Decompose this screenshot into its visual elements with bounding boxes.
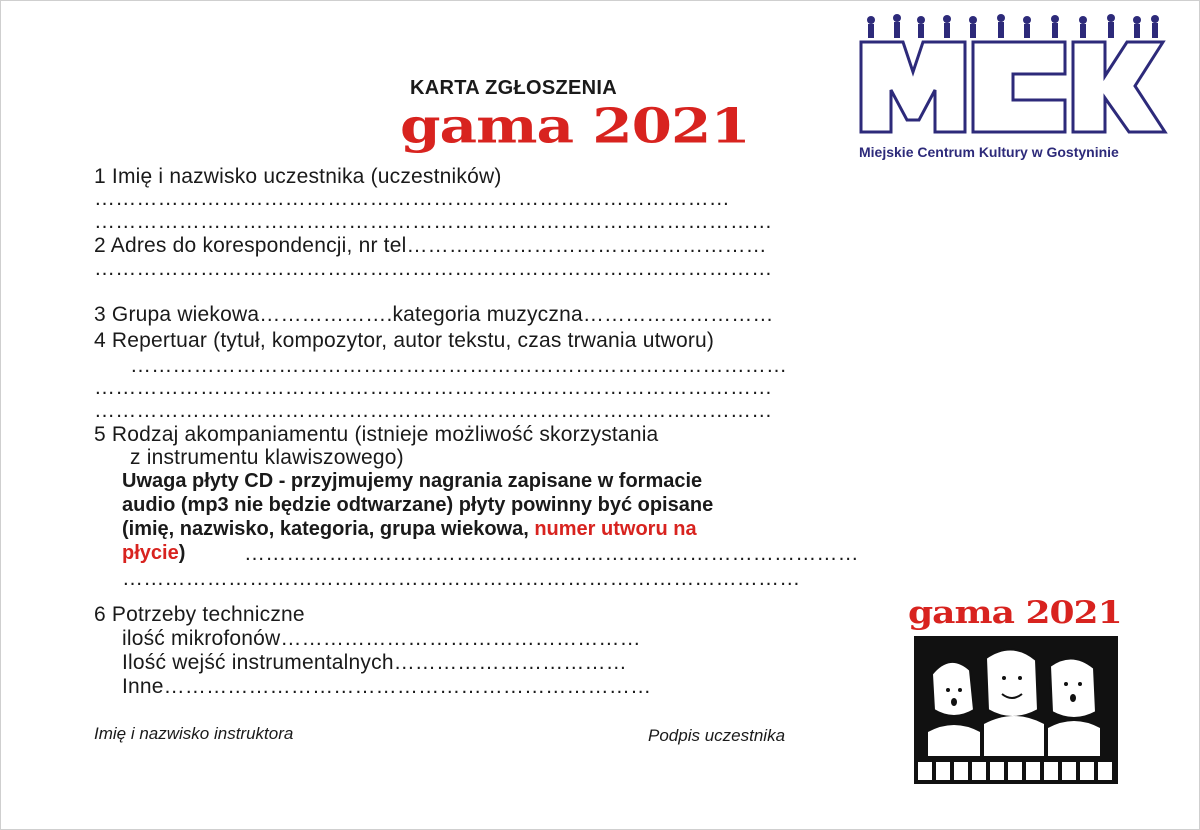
q4-dots-3: …………………………………………………………………………………… <box>94 399 773 422</box>
q3-label: 3 Grupa wiekowa……………….kategoria muzyczna……………………… <box>94 303 774 326</box>
q4-label: 4 Repertuar (tytuł, kompozytor, autor tekstu, czas trwania utworu) <box>94 329 715 352</box>
cd-note-4-text: ) <box>178 542 186 564</box>
mck-logo <box>855 10 1175 170</box>
logo-subtitle: Miejskie Centrum Kultury w Gostyninie <box>859 144 1119 160</box>
cd-note-3-text: (imię, nazwisko, kategoria, grupa wiekowa, <box>122 518 535 540</box>
q1-dots-1: ……………………………………………………………………………… <box>94 187 730 210</box>
q5-label-cont: z instrumentu klawiszowego) <box>130 446 404 469</box>
poster-brand: gama 2021 <box>908 595 1122 631</box>
q5-dots-2: …………………………………………………………………………………… <box>122 567 801 590</box>
q1-label: 1 Imię i nazwisko uczestnika (uczestników) <box>94 165 502 188</box>
cd-note-4-highlight: płycie <box>122 542 179 564</box>
q6-label: 6 Potrzeby techniczne <box>94 603 305 626</box>
cd-note-1: Uwaga płyty CD - przyjmujemy nagrania zapisane w formacie <box>122 470 703 492</box>
q2-label: 2 Adres do korespondencji, nr tel…………………………………………… <box>94 234 767 257</box>
mck-logo-graphic <box>855 10 1175 135</box>
singers-illustration <box>914 636 1118 784</box>
cd-note-2: audio (mp3 nie będzie odtwarzane) płyty powinny być opisane <box>122 494 714 516</box>
cd-note-3 <box>122 518 697 541</box>
form-title: KARTA ZGŁOSZENIA <box>410 77 618 99</box>
singers-image <box>914 636 1118 784</box>
instructor-name-label: Imię i nazwisko instruktora <box>94 724 294 743</box>
q6-mics: ilość mikrofonów…………………………………………… <box>122 627 641 650</box>
q5-label: 5 Rodzaj akompaniamentu (istnieje możliwość skorzystania <box>94 423 659 446</box>
q4-dots-1: ………………………………………………………………………………… <box>130 354 788 377</box>
q4-dots-2: …………………………………………………………………………………… <box>94 376 773 399</box>
q6-other: Inne…………………………………………………………… <box>122 675 652 698</box>
participant-signature-label: Podpis uczestnika <box>648 726 786 745</box>
cd-note-3-highlight: numer utworu na <box>534 518 697 540</box>
cd-note-4 <box>122 542 185 565</box>
q6-inputs: Ilość wejść instrumentalnych…………………………… <box>122 651 627 674</box>
q2-dots: …………………………………………………………………………………… <box>94 257 773 280</box>
event-brand: gama 2021 <box>400 98 750 154</box>
q1-dots-2: …………………………………………………………………………………… <box>94 210 773 233</box>
q5-dots-1: …………………………………………………………………………… <box>244 542 859 565</box>
